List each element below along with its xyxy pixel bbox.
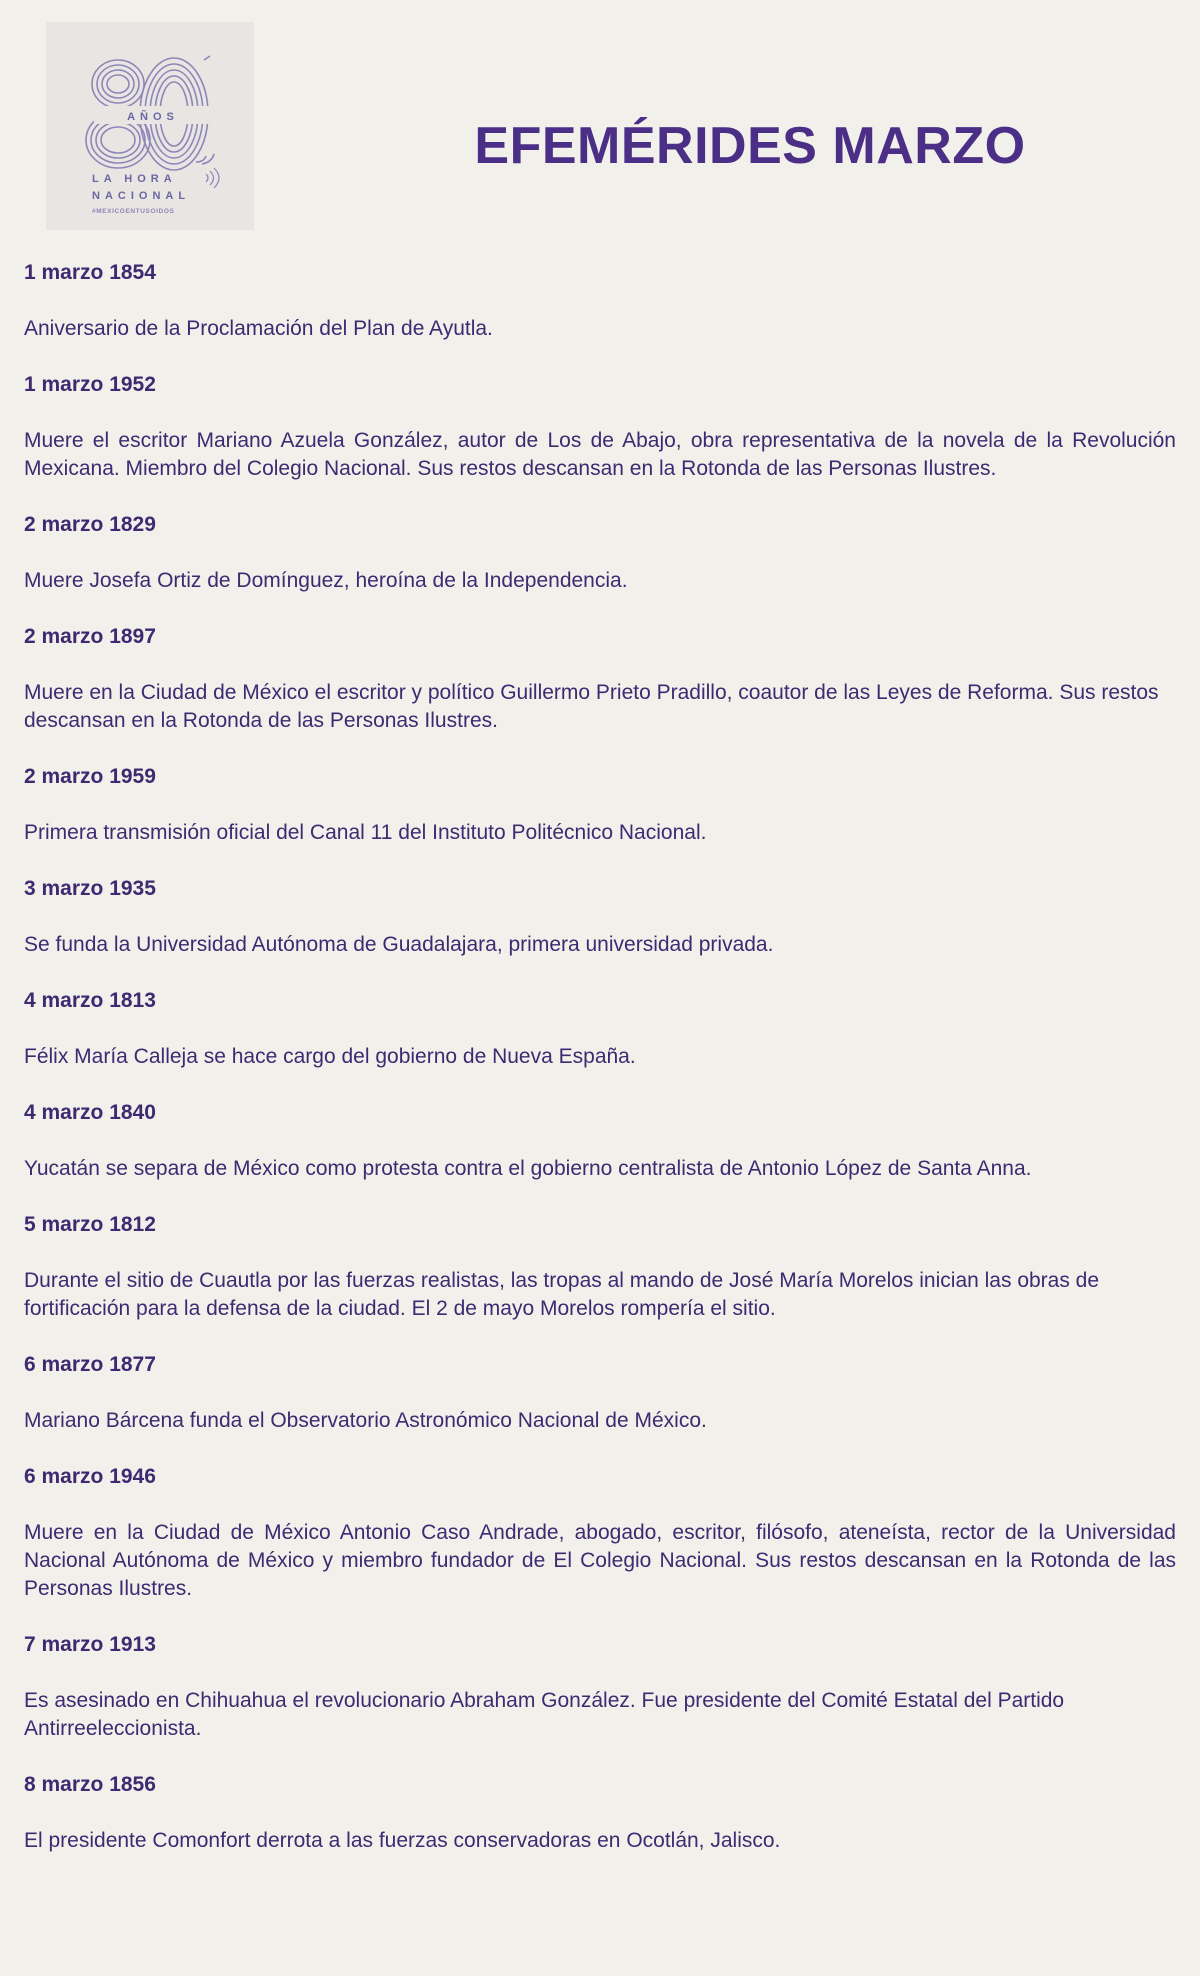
entry-text: Primera transmisión oficial del Canal 11 del Instituto Politécnico Nacional. [24, 821, 707, 844]
list-item [24, 258, 1176, 343]
list-item [24, 874, 1176, 959]
list-item [24, 1350, 1176, 1435]
entry-date: 4 marzo 1813 [24, 989, 156, 1012]
logo-anos-text: AÑOS [127, 111, 179, 123]
entry-text: Muere el escritor Mariano Azuela González, autor de Los de Abajo, obra representativa de la novela de la Revolución Mexicana. Miembro del Colegio Nacional. Sus restos descansan en la Rotonda de las Personas Ilustres. [24, 429, 1176, 480]
list-item [24, 1210, 1176, 1323]
entry-date: 6 marzo 1946 [24, 1465, 156, 1488]
list-item [24, 1462, 1176, 1603]
entry-text: Es asesinado en Chihuahua el revolucionario Abraham González. Fue presidente del Comité Estatal del Partido Antirreeleccionista. [24, 1689, 1065, 1740]
logo-graphic [46, 22, 254, 230]
logo-line1-text: LA HORA [92, 173, 177, 185]
entry-text: Félix María Calleja se hace cargo del gobierno de Nueva España. [24, 1045, 636, 1068]
entry-date: 1 marzo 1854 [24, 261, 156, 284]
entry-text: Durante el sitio de Cuautla por las fuerzas realistas, las tropas al mando de José María Morelos inician las obras de fortificación para la defensa de la ciudad. El 2 de mayo Morelos rompería el sitio. [24, 1269, 1100, 1320]
radio-waves-icon [206, 168, 219, 188]
logo-hashtag-text: #MEXICOENTUSOIDOS [92, 208, 175, 215]
entry-date: 5 marzo 1812 [24, 1213, 156, 1236]
page-title: EFEMÉRIDES MARZO [474, 117, 1026, 175]
list-item [24, 370, 1176, 483]
entries-list [24, 258, 1176, 1882]
entry-text: Muere en la Ciudad de México el escritor y político Guillermo Prieto Pradillo, coautor de las Leyes de Reforma. Sus restos descansan en la Rotonda de las Personas Ilustres. [24, 681, 1159, 732]
entry-date: 2 marzo 1829 [24, 513, 156, 536]
entry-text: Muere Josefa Ortiz de Domínguez, heroína de la Independencia. [24, 569, 628, 592]
entry-text: Se funda la Universidad Autónoma de Guadalajara, primera universidad privada. [24, 933, 774, 956]
entry-text: Aniversario de la Proclamación del Plan de Ayutla. [24, 317, 493, 340]
list-item [24, 1098, 1176, 1183]
entry-date: 8 marzo 1856 [24, 1773, 156, 1796]
entry-date: 1 marzo 1952 [24, 373, 156, 396]
entry-date: 2 marzo 1897 [24, 625, 156, 648]
entry-date: 4 marzo 1840 [24, 1101, 156, 1124]
entry-date: 3 marzo 1935 [24, 877, 156, 900]
list-item [24, 986, 1176, 1071]
list-item [24, 1770, 1176, 1855]
entry-text: Mariano Bárcena funda el Observatorio Astronómico Nacional de México. [24, 1409, 707, 1432]
entry-text: Muere en la Ciudad de México Antonio Caso Andrade, abogado, escritor, filósofo, ateneísta, rector de la Universidad Nacional Autónoma de México y miembro fundador de El Colegio Nacional. Sus restos descansan en la Rotonda de las Personas Ilustres. [24, 1521, 1176, 1600]
entry-text: El presidente Comonfort derrota a las fuerzas conservadoras en Ocotlán, Jalisco. [24, 1829, 781, 1852]
entry-date: 7 marzo 1913 [24, 1633, 156, 1656]
entry-date: 2 marzo 1959 [24, 765, 156, 788]
logo-line2-text: NACIONAL [92, 190, 191, 202]
list-item [24, 510, 1176, 595]
list-item [24, 1630, 1176, 1743]
list-item [24, 622, 1176, 735]
entry-text: Yucatán se separa de México como protesta contra el gobierno centralista de Antonio López de Santa Anna. [24, 1157, 1032, 1180]
entry-date: 6 marzo 1877 [24, 1353, 156, 1376]
la-hora-nacional-80-logo [46, 22, 254, 230]
list-item [24, 762, 1176, 847]
header [24, 0, 1176, 232]
